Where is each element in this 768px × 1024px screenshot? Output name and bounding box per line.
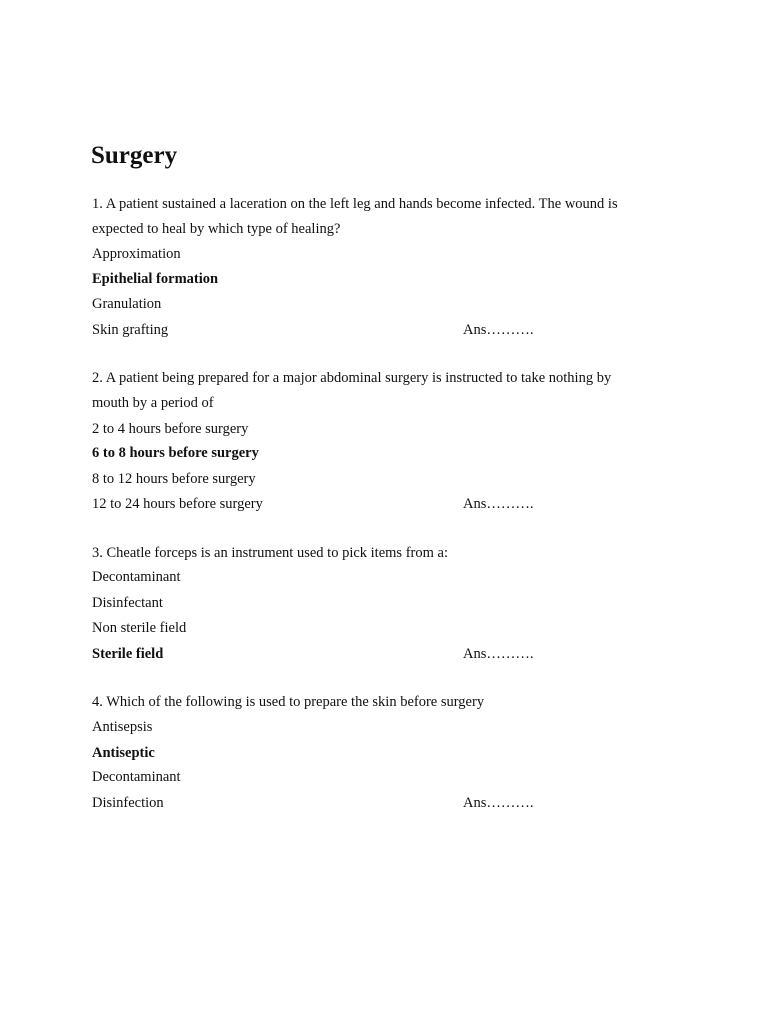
question-1-option-1: Approximation xyxy=(92,246,181,262)
question-4-option-2-bold: Antiseptic xyxy=(92,745,155,761)
question-1-stem-line-2: expected to heal by which type of healing? xyxy=(92,221,341,237)
question-2-option-2-bold: 6 to 8 hours before surgery xyxy=(92,445,259,461)
question-4-stem-line-1: 4. Which of the following is used to prepare the skin before surgery xyxy=(92,694,485,710)
question-4-answer-blank: Ans………. xyxy=(463,795,534,811)
question-2-option-1: 2 to 4 hours before surgery xyxy=(92,421,249,437)
question-1-stem-line-1: 1. A patient sustained a laceration on the left leg and hands become infected. The wound is xyxy=(92,196,618,212)
question-2-stem-line-1: 2. A patient being prepared for a major abdominal surgery is instructed to take nothing by xyxy=(92,370,612,386)
question-2-option-4: 12 to 24 hours before surgery xyxy=(92,496,263,512)
question-3-option-1: Decontaminant xyxy=(92,569,181,585)
question-2-option-3: 8 to 12 hours before surgery xyxy=(92,471,256,487)
question-3-answer-blank: Ans………. xyxy=(463,646,534,662)
question-4-option-3: Decontaminant xyxy=(92,769,181,785)
question-3-option-4-bold: Sterile field xyxy=(92,646,164,662)
question-2-stem-line-2: mouth by a period of xyxy=(92,395,214,411)
question-1-option-3: Granulation xyxy=(92,296,162,312)
question-3-option-3: Non sterile field xyxy=(92,620,187,636)
question-4-option-1: Antisepsis xyxy=(92,719,153,735)
question-1-option-2-bold: Epithelial formation xyxy=(92,271,219,287)
document-title: Surgery xyxy=(91,142,178,169)
question-3-stem-line-1: 3. Cheatle forceps is an instrument used to pick items from a: xyxy=(92,545,448,561)
question-4-option-4: Disinfection xyxy=(92,795,164,811)
question-1-option-4: Skin grafting xyxy=(92,322,169,338)
question-1-answer-blank: Ans………. xyxy=(463,322,534,338)
question-3-option-2: Disinfectant xyxy=(92,595,163,611)
question-2-answer-blank: Ans………. xyxy=(463,496,534,512)
